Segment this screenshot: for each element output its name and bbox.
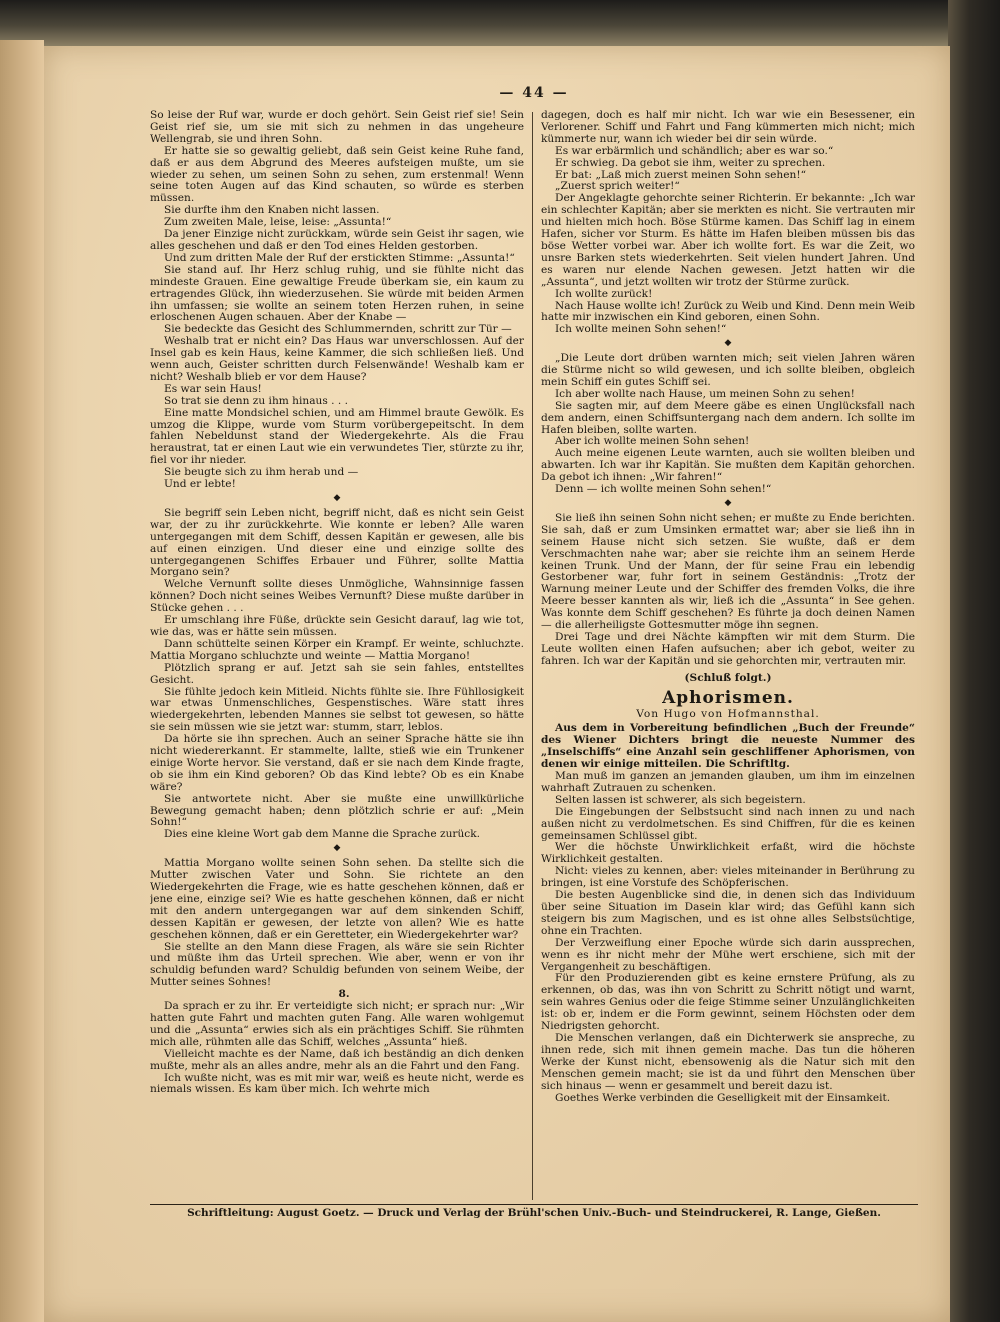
continued-note: (Schluß folgt.)	[684, 671, 772, 684]
story-paragraph: Es war erbärmlich und schändlich; aber es war so.“	[555, 144, 834, 157]
story-paragraph: Mattia Morgano wollte seinen Sohn sehen. Da stellte sich die Mutter zwischen Vater und Sohn. Sie richtete an den Wiedergekehrten die Frage, wie es hatte geschehen können, daß er jene eine, einzige sei? Wie es hatte geschehen können, daß er nicht mit den andern untergegangen war auf dem sinkenden Schiff, dessen Kapitän er gewesen, der letzte von allen? Wie es hatte geschehen können, daß er ein Geretteter, ein Wiedergekehrter war?	[150, 857, 524, 941]
story-paragraph: Sie ließ ihn seinen Sohn nicht sehen; er mußte zu Ende berichten. Sie sah, daß er zum Umsinken ermattet war; aber sie ließ ihn in seinem Hause nicht sich setzen. Sie wußte, daß er dem Verschmachten nahe war; aber sie reichte ihm an seinem Herde keinen Trunk. Und der Mann, der für seine Frau ein lebendig Gestorbener war, fuhr fort in seinem Geständnis: „Trotz der Warnung meiner Leute und der Schiffer des fremden Volks, die ihre Meere besser kannten als wir, ließ ich die „Assunta“ in See gehen. Was konnte dem Schiff geschehen? Es führte ja doch deinen Namen — die allerheiligste Gottesmutter möge ihn segnen.	[541, 511, 915, 632]
story-paragraph: Da sprach er zu ihr. Er verteidigte sich nicht; er sprach nur: „Wir hatten gute Fahrt und machten guten Fang. Alle waren wohlgemut und die „Assunta“ erwies sich als ein prächtiges Schiff. Sie rühmten mich alle, rühmten alle das Schiff, welches „Assunta“ hieß.	[150, 1000, 524, 1048]
story-paragraph: So trat sie denn zu ihm hinaus . . .	[164, 394, 348, 407]
story-paragraph: dagegen, doch es half mir nicht. Ich war wie ein Besessener, ein Verlorener. Schiff und Fahrt und Fang kümmerten mich nicht; mich kümmerte nur, wann ich wieder bei dir sein würde.	[541, 110, 915, 145]
book-cover-edge	[948, 0, 1000, 1322]
story-paragraph: Sie stand auf. Ihr Herz schlug ruhig, und sie fühlte nicht das mindeste Grauen. Eine gewaltige Freude überkam sie, ein kaum zu ertragendes Glück, ihn wiederzusehen. Sie würde mit beiden Armen ihn umfassen; sie wollte an seinem toten Herzen ruhen, in seine erloschenen Augen schauen. Aber der Knabe —	[150, 263, 524, 324]
right-column	[541, 110, 915, 1200]
story-paragraph: Sie stellte an den Mann diese Fragen, als wäre sie sein Richter und müßte ihm das Urteil sprechen. Wie aber, wenn er von ihr schuldig befunden ward? Schuldig befunden von seinem Weibe, der Mutter seines Sohnes!	[150, 940, 524, 989]
section-ornament: ◆	[724, 338, 732, 349]
imprint-footer: Schriftleitung: August Goetz. — Druck und Verlag der Brühl'schen Univ.-Buch- und Steindruckerei, R. Lange, Gießen.	[187, 1207, 881, 1219]
story-paragraph: Es war sein Haus!	[164, 382, 262, 395]
aphorism: Die Eingebungen der Selbstsucht sind nach innen zu und nach außen nicht zu verdolmetschen. Es sind Chiffren, für die es keinen gemeinsamen Schlüssel gibt.	[541, 805, 915, 842]
article-title: Aphorismen.	[662, 687, 794, 708]
aphorism: Man muß im ganzen an jemanden glauben, um ihm im einzelnen wahrhaft Zutrauen zu schenken.	[541, 770, 915, 794]
page-stack-edge	[0, 40, 44, 1322]
aphorism: Goethes Werke verbinden die Geselligkeit mit der Einsamkeit.	[555, 1091, 891, 1104]
column-divider	[532, 112, 533, 1200]
aphorism: Für den Produzierenden gibt es keine ernstere Prüfung, als zu erkennen, ob das, was ihn von Schritt zu Schritt nötigt und warnt, sein wahres Genius oder die feige Stimme seiner Unzulänglichkeiten ist: ob er, indem er die Form gewinnt, seinem Höchsten oder dem Niedrigsten gehorcht.	[541, 972, 915, 1033]
story-paragraph: Sie beugte sich zu ihm herab und —	[164, 466, 359, 479]
story-paragraph: Der Angeklagte gehorchte seiner Richterin. Er bekannte: „Ich war ein schlechter Kapitän; aber sie merkten es nicht. Sie vertrauten mir und hielten mich hoch. Böse Stürme kamen. Das Schiff lag in einem Hafen, sicher vor Sturm. Es hätte im Hafen bleiben müssen bis das böse Wetter vorbei war. Aber ich wollte fort. Es war die Zeit, wo unsre Barken stets wiederkehrten. Seit vielen hundert Jahren. Und es waren nur elende Nachen gewesen. Jetzt hatten wir die „Assunta“, und jetzt wollten wir trotz der Stürme zurück.	[541, 192, 915, 288]
aphorism: Die besten Augenblicke sind die, in denen sich das Individuum über seine Situation im Dasein klar wird; das Gefühl kann sich steigern bis zum Magischen, und es ist ohne alles Selbstsüchtige, ohne ein Trachten.	[541, 889, 915, 937]
story-paragraph: Ich wollte zurück!	[555, 287, 653, 300]
story-paragraph: Da hörte sie ihn sprechen. Auch an seiner Sprache hätte sie ihn nicht wiedererkannt. Er stammelte, lallte, stieß wie ein Trunkener einige Worte hervor. Sie verstand, daß er sie nach dem Kinde fragte, ob sie ihm ein Kind geboren? Ob das Kind lebte? Ob es ein Knabe wäre?	[150, 733, 524, 793]
story-paragraph: Eine matte Mondsichel schien, und am Himmel braute Gewölk. Es umzog die Klippe, wurde vom Sturm vorübergepeitscht. In dem fahlen Nebeldunst stand der Wiedergekehrte. Als die Frau heraustrat, tat er einen Laut wie ein verwundetes Tier, stürzte zu ihr, fiel vor ihr nieder.	[150, 406, 524, 467]
story-paragraph: Denn — ich wollte meinen Sohn sehen!“	[555, 483, 772, 496]
story-paragraph: Auch meine eigenen Leute warnten, auch sie wollten bleiben und abwarten. Ich war ihr Kapitän. Sie mußten dem Kapitän gehorchen. Da gebot ich ihnen: „Wir fahren!“	[541, 447, 915, 484]
story-paragraph: Er bat: „Laß mich zuerst meinen Sohn sehen!“	[555, 168, 807, 181]
left-column	[150, 110, 524, 1200]
story-paragraph: Sie durfte ihm den Knaben nicht lassen.	[164, 204, 380, 217]
aphorism: Die Menschen verlangen, daß ein Dichterwerk sie anspreche, zu ihnen rede, sich mit ihnen gemein mache. Das tun die höheren Werke der Kunst nicht, ebensowenig als die Natur sich mit den Menschen gemein macht; sie ist da und führt den Menschen über sich hinaus — wenn er gesammelt und bereit dazu ist.	[541, 1031, 915, 1092]
story-paragraph: „Zuerst sprich weiter!“	[555, 180, 680, 193]
story-paragraph: Ich aber wollte nach Hause, um meinen Sohn zu sehen!	[555, 387, 855, 400]
story-paragraph: Sie sagten mir, auf dem Meere gäbe es einen Unglücksfall nach dem andern, einen Schiffsuntergang nach dem andern. Ich sollte im Hafen bleiben, sollte warten.	[541, 399, 915, 436]
section-ornament: ◆	[724, 498, 732, 508]
story-paragraph: Sie antwortete nicht. Aber sie mußte eine unwillkürliche Bewegung gemacht haben; denn plötzlich schrie er auf: „Mein Sohn!“	[150, 792, 524, 829]
aphorism: Der Verzweiflung einer Epoche würde sich darin aussprechen, wenn es ihr nicht mehr der Mühe wert erschiene, sich mit der Vergangenheit zu beschäftigen.	[541, 936, 915, 973]
story-paragraph: Ich wußte nicht, was es mit mir war, weiß es heute nicht, werde es niemals wissen. Es kam über mich. Ich wehrte mich	[150, 1071, 524, 1096]
story-paragraph: Aber ich wollte meinen Sohn sehen!	[555, 435, 750, 448]
section-ornament: ◆	[333, 493, 341, 503]
aphorism: Selten lassen ist schwerer, als sich begeistern.	[555, 793, 806, 806]
story-paragraph: „Die Leute dort drüben warnten mich; seit vielen Jahren wären die Stürme nicht so wild gewesen, und ich sollte bleiben, obgleich mein Schiff ein gutes Schiff sei.	[541, 352, 915, 388]
article-author: Von Hugo von Hofmannsthal.	[636, 707, 820, 720]
story-paragraph: Zum zweiten Male, leise, leise: „Assunta!“	[164, 216, 392, 229]
story-paragraph: Er umschlang ihre Füße, drückte sein Gesicht darauf, lag wie tot, wie das, was er hätte sein müssen.	[150, 614, 524, 638]
story-paragraph: Und er lebte!	[164, 478, 236, 491]
story-paragraph: Nach Hause wollte ich! Zurück zu Weib und Kind. Denn mein Weib hatte mir inzwischen ein Kind geboren, einen Sohn.	[541, 299, 915, 324]
story-paragraph: Welche Vernunft sollte dieses Unmögliche, Wahnsinnige fassen können? Doch nicht seines Weibes Vernunft? Diese mußte darüber in Stücke gehen . . .	[150, 578, 524, 615]
story-paragraph: Sie bedeckte das Gesicht des Schlummernden, schritt zur Tür —	[164, 323, 512, 336]
story-paragraph: So leise der Ruf war, wurde er doch gehört. Sein Geist rief sie! Sein Geist rief sie, um sie mit sich zu nehmen in das ungeheure Wellengrab, sie und ihren Sohn.	[150, 110, 524, 145]
footer-divider	[150, 1204, 918, 1205]
article-intro: Aus dem in Vorbereitung befindlichen „Buch der Freunde“ des Wiener Dichters bringt die neueste Nummer des „Inselschiffs“ eine Anzahl sein geschliffener Aphorismen, von denen wir einige mitteilen. Die Schriftltg.	[541, 722, 915, 771]
story-paragraph: Und zum dritten Male der Ruf der erstickten Stimme: „Assunta!“	[164, 251, 515, 264]
story-paragraph: Ich wollte meinen Sohn sehen!“	[555, 323, 727, 336]
story-paragraph: Vielleicht machte es der Name, daß ich beständig an dich denken mußte, mehr als an alles andre, mehr als an die Fahrt und den Fang.	[150, 1047, 524, 1072]
story-paragraph: Er schwieg. Da gebot sie ihm, weiter zu sprechen.	[555, 156, 826, 169]
page-number: — 44 —	[499, 85, 569, 101]
story-paragraph: Sie fühlte jedoch kein Mitleid. Nichts fühlte sie. Ihre Fühllosigkeit war etwas Unmenschliches, Gespenstisches. Wäre statt ihres wiedergekehrten, lebenden Mannes sie selbst tot gewesen, so hätte sie sein müssen wie sie jetzt war: stumm, starr, leblos.	[150, 685, 524, 734]
section-ornament: ◆	[333, 843, 341, 854]
story-paragraph: Dies eine kleine Wort gab dem Manne die Sprache zurück.	[164, 828, 481, 841]
aphorism: Nicht: vieles zu kennen, aber: vieles miteinander in Berührung zu bringen, ist eine Vorstufe des Schöpferischen.	[541, 865, 915, 890]
story-paragraph: Plötzlich sprang er auf. Jetzt sah sie sein fahles, entstelltes Gesicht.	[150, 661, 524, 686]
story-paragraph: Drei Tage und drei Nächte kämpften wir mit dem Sturm. Die Leute wollten einen Hafen aufsuchen; aber ich gebot, weiter zu fahren. Ich war der Kapitän und sie gehorchten mir, vertrauten mir.	[541, 630, 915, 667]
aphorism: Wer die höchste Unwirklichkeit erfaßt, wird die höchste Wirklichkeit gestalten.	[541, 841, 915, 866]
section-number: 8.	[338, 988, 350, 1001]
story-paragraph: Weshalb trat er nicht ein? Das Haus war unverschlossen. Auf der Insel gab es kein Haus, keine Kammer, die sich schließen ließ. Und wenn auch, Geister schritten durch Felsenwände! Weshalb kam er nicht? Weshalb blieb er vor dem Hause?	[150, 335, 524, 383]
story-paragraph: Sie begriff sein Leben nicht, begriff nicht, daß es nicht sein Geist war, der zu ihr zurückkehrte. Wie konnte er leben? Alle waren untergegangen mit dem Schiff, dessen Kapitän er gewesen, alle bis auf einen einzigen. Und dieser eine und einzige sollte des untergegangenen Schiffes Erbauer und Führer, sollte Mattia Morgano sein?	[150, 506, 524, 579]
story-paragraph: Er hatte sie so gewaltig geliebt, daß sein Geist keine Ruhe fand, daß er aus dem Abgrund des Meeres aufsteigen mußte, um sie wieder zu sehen, um seinen Sohn zu sehen, zum erstenmal! Wenn seine toten Augen auf das Kind schauten, so würde es sterben müssen.	[150, 144, 524, 205]
story-paragraph: Dann schüttelte seinen Körper ein Krampf. Er weinte, schluchzte. Mattia Morgano schluchzte und weinte — Mattia Morgano!	[150, 637, 524, 662]
story-paragraph: Da jener Einzige nicht zurückkam, würde sein Geist ihr sagen, wie alles geschehen und daß er den Tod eines Helden gestorben.	[150, 228, 524, 252]
book-binding-top	[0, 0, 1000, 46]
